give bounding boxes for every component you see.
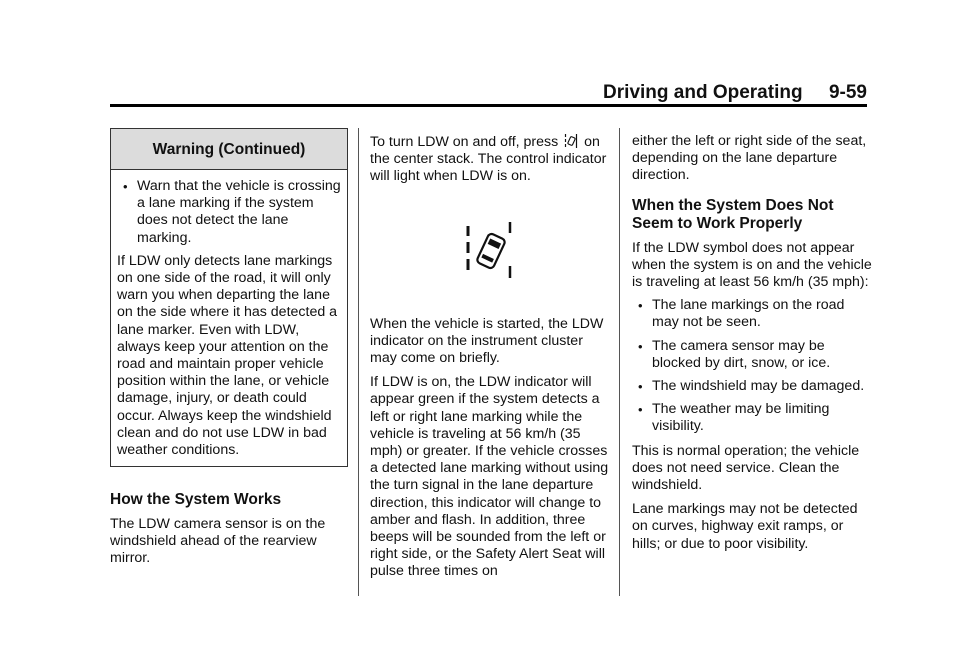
header-rule [110, 104, 867, 107]
ldw-toggle-paragraph [370, 133, 610, 186]
warning-box [110, 128, 348, 467]
section-title-not-working: When the System Does Not Seem to Work Properly [632, 196, 834, 233]
header-title: Driving and Operating 9-59 [603, 82, 867, 103]
column-2 [370, 133, 610, 581]
column-divider-2 [619, 128, 620, 596]
ldw-behavior-paragraph: If LDW is on, the LDW indicator will appear green if the system detects a left or right lane marking while the vehicle is traveling at 56 km/h (35 mph) or greater. If the vehicle crosses a detected lane marking without using the turn signal in the lane departure direction, this indicator will change to amber and flash. In addition, three beeps will be sounded from the left or right side, or the Safety Alert Seat will pulse three times on [370, 374, 609, 580]
list-item: • The camera sensor may be blocked by dirt, snow, or ice. [632, 338, 872, 372]
lane-departure-indicator-icon [460, 220, 520, 280]
warning-bullet: • Warn that the vehicle is crossing a lane marking if the system does not detect the lane marking. [117, 178, 341, 247]
list-item: • The lane markings on the road may not be seen. [632, 297, 872, 331]
warning-title: Warning (Continued) [111, 129, 347, 170]
seat-direction-paragraph: either the left or right side of the seat, depending on the lane departure direction. [632, 133, 867, 184]
list-item: • The weather may be limiting visibility. [632, 401, 872, 435]
ldw-startup-paragraph: When the vehicle is started, the LDW indicator on the instrument cluster may come on briefly. [370, 315, 604, 367]
lane-departure-icon [564, 133, 578, 149]
ldw-toggle-text-before: To turn LDW on and off, press [370, 134, 563, 150]
ldw-toggle-text-after: on the center stack. The control indicator will light when LDW is on. [370, 134, 607, 185]
warning-body [111, 170, 347, 466]
list-item: • The windshield may be damaged. [632, 378, 872, 395]
lane-detection-paragraph: Lane markings may not be detected on curves, highway exit ramps, or hills; or due to poor visibility. [632, 501, 858, 552]
normal-operation-paragraph: This is normal operation; the vehicle does not need service. Clean the windshield. [632, 442, 860, 494]
how-it-works-text: The LDW camera sensor is on the windshield ahead of the rearview mirror. [110, 515, 326, 567]
page-header [110, 80, 867, 104]
column-3 [632, 133, 872, 553]
column-divider-1 [358, 128, 359, 596]
warning-paragraph: If LDW only detects lane markings on one side of the road, it will only warn you when departing the lane on the side where it has detected a lane marker. Even with LDW, always keep your attention on the road and maintain proper vehicle position within the lane, or vehicle damage, injury, or death could occur. Always keep the windshield clean and do not use LDW in bad weather conditions. [117, 252, 338, 459]
not-working-intro: If the LDW symbol does not appear when the system is on and the vehicle is traveling at least 56 km/h (35 mph): [632, 239, 872, 291]
section-title-how-it-works: How the System Works [110, 491, 282, 509]
column-1 [110, 128, 348, 567]
